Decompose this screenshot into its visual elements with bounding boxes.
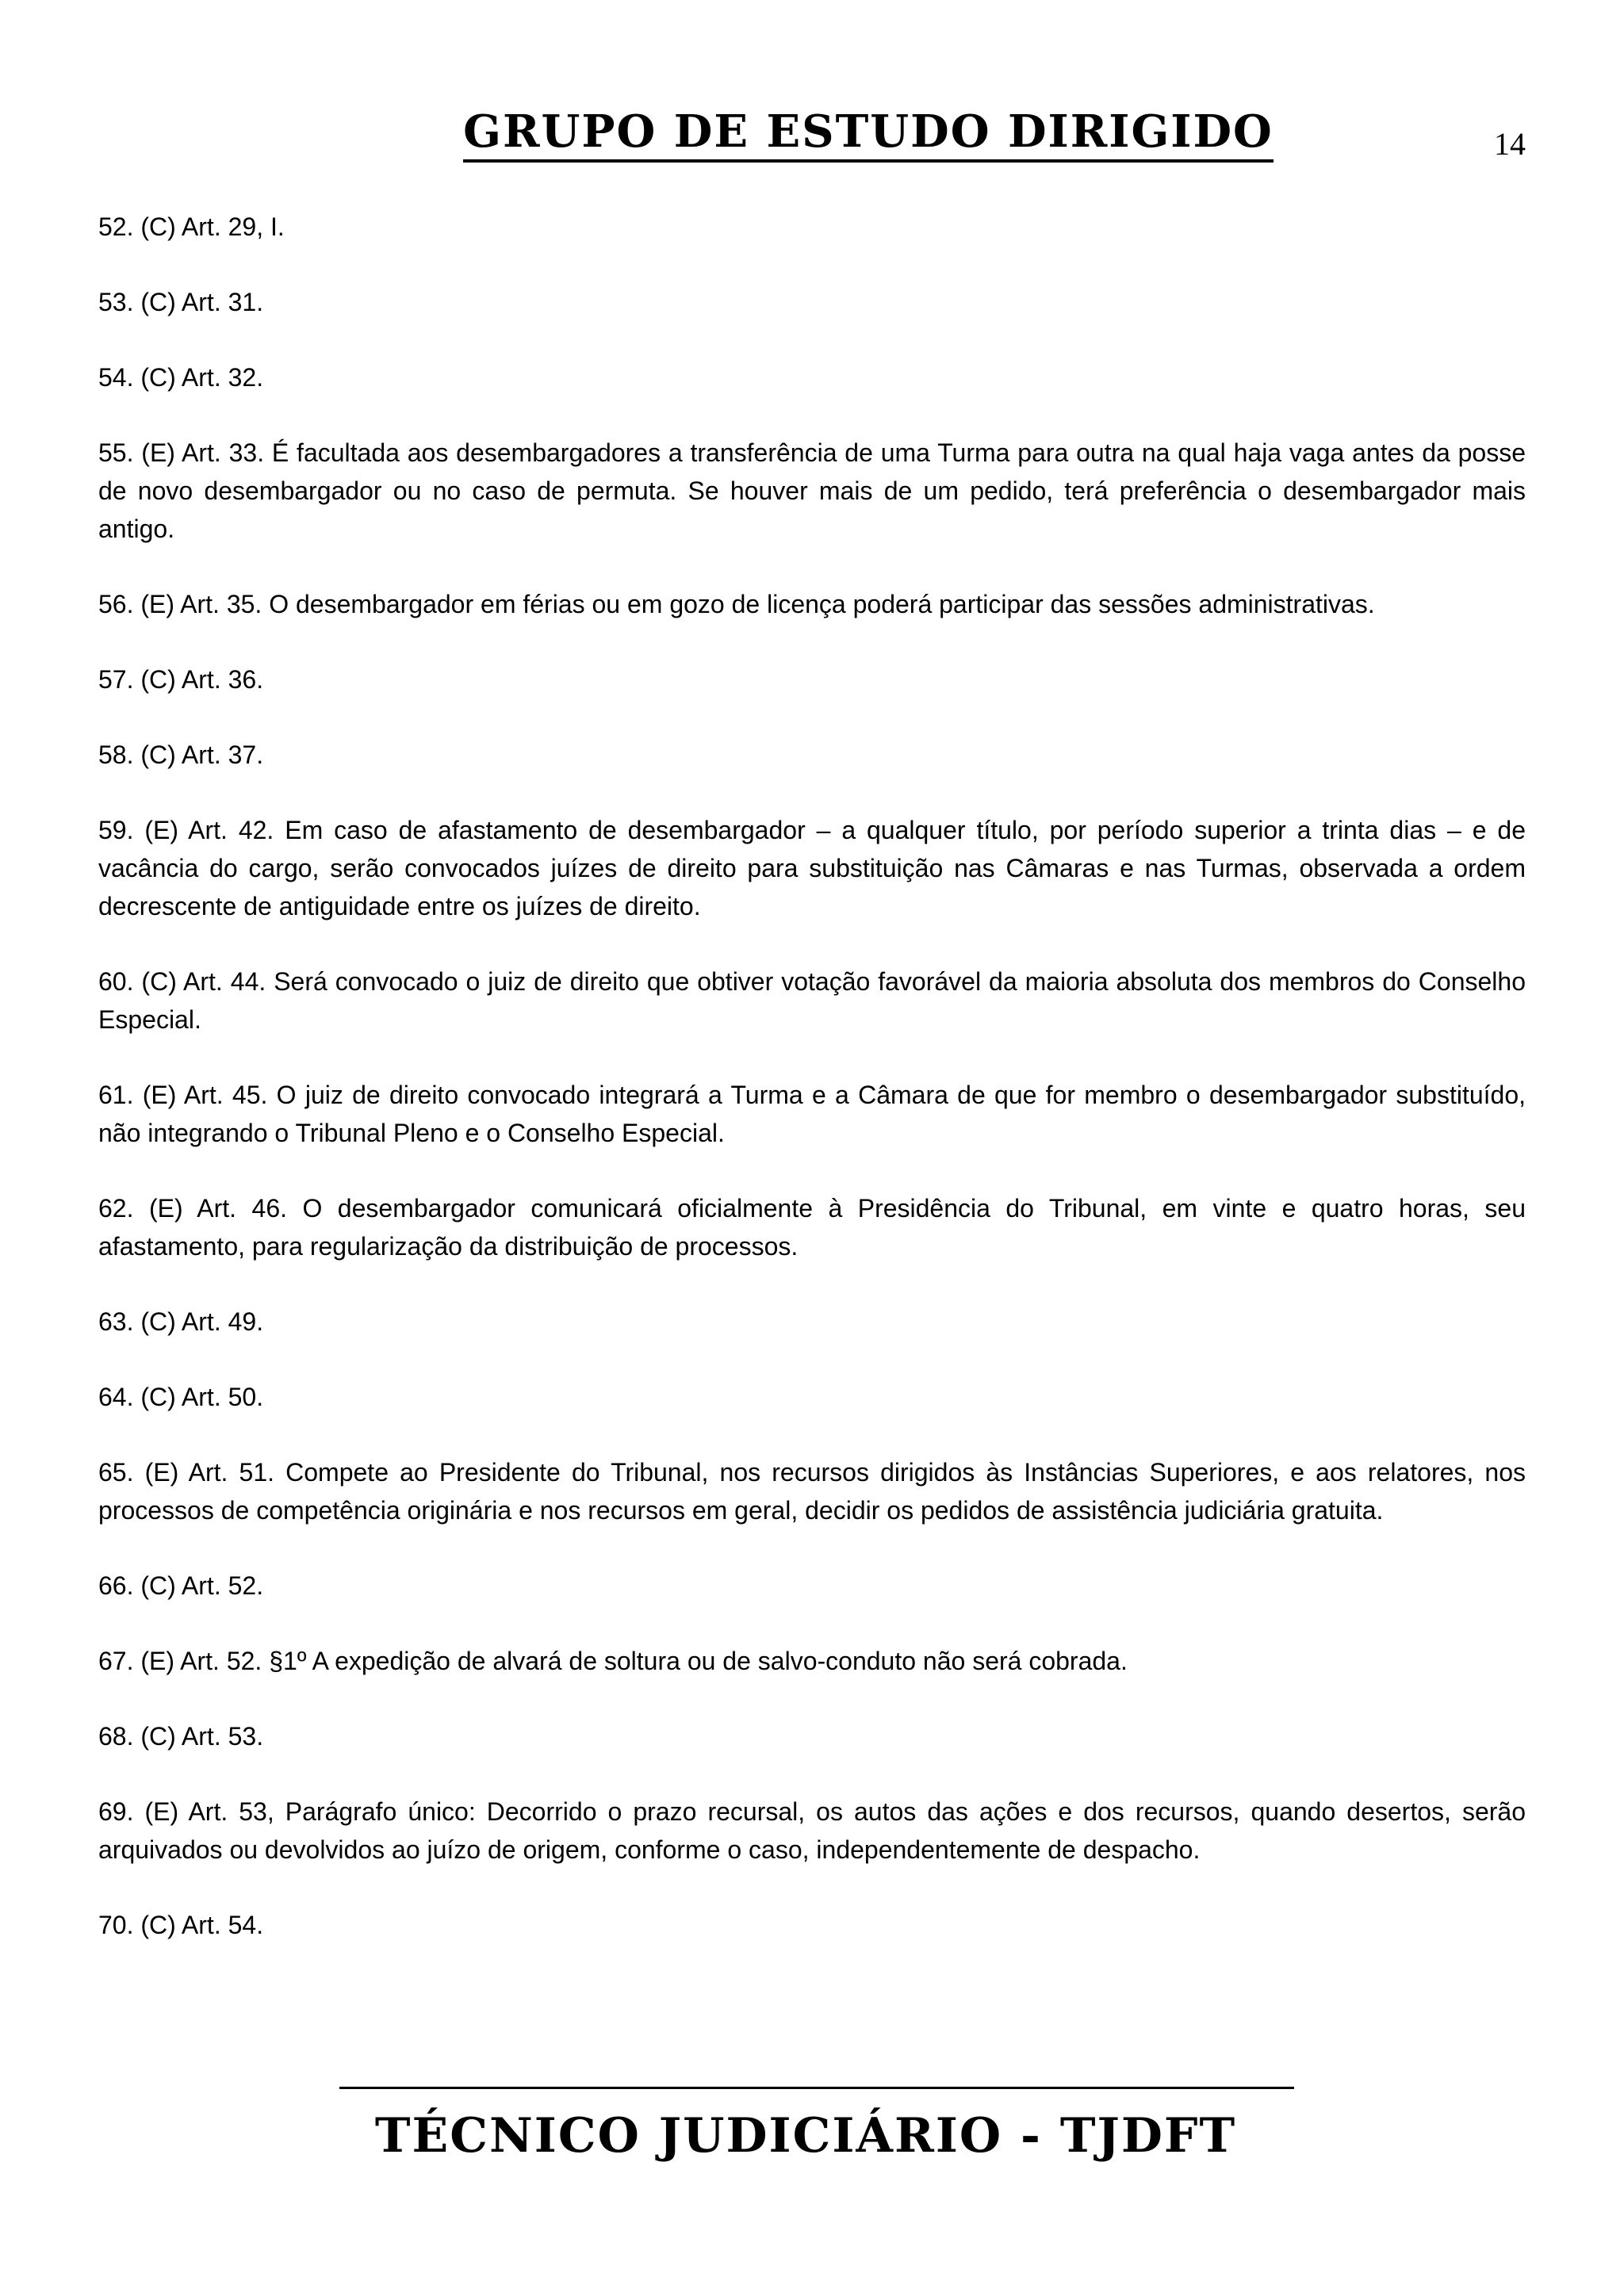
- answer-item-56: 56. (E) Art. 35. O desembargador em férias ou em gozo de licença poderá participar das sessões administrativas.: [98, 590, 1375, 618]
- answer-item-57: 57. (C) Art. 36.: [98, 665, 264, 694]
- header-title-text: GRUPO DE ESTUDO DIRIGIDO: [463, 105, 1274, 163]
- answer-item-63: 63. (C) Art. 49.: [98, 1307, 264, 1336]
- answer-item-67: 67. (E) Art. 52. §1º A expedição de alvará de soltura ou de salvo-conduto não será cobrada.: [98, 1647, 1128, 1675]
- footer-divider: [339, 2087, 1294, 2089]
- answer-item-69: 69. (E) Art. 53, Parágrafo único: Decorrido o prazo recursal, os autos das ações e dos recursos, quando desertos, serão arquivados ou devolvidos ao juízo de origem, conforme o caso, independentemente de despacho.: [98, 1797, 1526, 1864]
- header-title: [0, 105, 1624, 158]
- answer-item-66: 66. (C) Art. 52.: [98, 1571, 264, 1600]
- footer-title: TÉCNICO JUDICIÁRIO - TJDFT: [374, 2108, 1237, 2164]
- answer-item-54: 54. (C) Art. 32.: [98, 363, 264, 392]
- answer-item-65: 65. (E) Art. 51. Compete ao Presidente do Tribunal, nos recursos dirigidos às Instâncias Superiores, e aos relatores, nos processos de competência originária e nos recursos em geral, decidir os pedidos de assistência judiciária gratuita.: [98, 1458, 1526, 1525]
- answer-item-68: 68. (C) Art. 53.: [98, 1722, 264, 1751]
- page-number: 14: [1494, 126, 1526, 162]
- answer-item-52: 52. (C) Art. 29, I.: [98, 212, 285, 241]
- answer-item-60: 60. (C) Art. 44. Será convocado o juiz de direito que obtiver votação favorável da maioria absoluta dos membros do Conselho Especial.: [98, 967, 1526, 1034]
- answer-list: [98, 208, 1526, 1981]
- answer-item-62: 62. (E) Art. 46. O desembargador comunicará oficialmente à Presidência do Tribunal, em vinte e quatro horas, seu afastamento, para regularização da distribuição de processos.: [98, 1194, 1526, 1261]
- answer-item-61: 61. (E) Art. 45. O juiz de direito convocado integrará a Turma e a Câmara de que for membro o desembargador substituído, não integrando o Tribunal Pleno e o Conselho Especial.: [98, 1081, 1526, 1147]
- answer-item-53: 53. (C) Art. 31.: [98, 288, 264, 316]
- answer-item-55: 55. (E) Art. 33. É facultada aos desembargadores a transferência de uma Turma para outra na qual haja vaga antes da posse de novo desembargador ou no caso de permuta. Se houver mais de um pedido, terá preferência o desembargador mais antigo.: [98, 438, 1526, 543]
- answer-item-64: 64. (C) Art. 50.: [98, 1383, 264, 1411]
- answer-item-59: 59. (E) Art. 42. Em caso de afastamento de desembargador – a qualquer título, por período superior a trinta dias – e de vacância do cargo, serão convocados juízes de direito para substituição nas Câmaras e nas Turmas, observada a ordem decrescente de antiguidade entre os juízes de direito.: [98, 816, 1526, 920]
- answer-item-70: 70. (C) Art. 54.: [98, 1911, 264, 1939]
- answer-item-58: 58. (C) Art. 37.: [98, 740, 264, 769]
